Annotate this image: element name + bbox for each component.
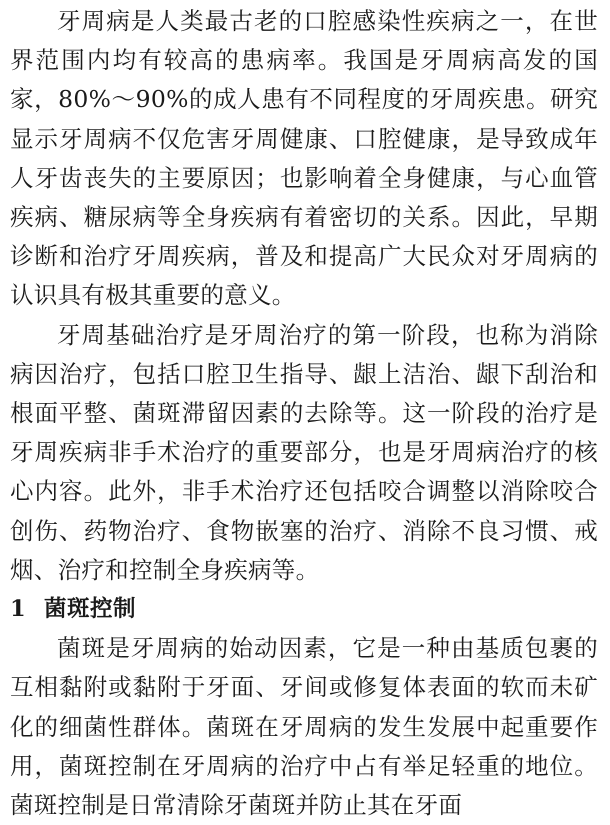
paragraph-plaque: 菌斑是牙周病的始动因素，它是一种由基质包裹的互相黏附或黏附于牙面、牙间或修复体表面的软而未矿化的细菌性群体。菌斑在牙周病的发生发展中起重要作用，菌斑控制在牙周病的治疗中占有举足轻重的地位。菌斑控制是日常清除牙菌斑并防止其在牙面 bbox=[10, 634, 598, 820]
paragraph-intro: 牙周病是人类最古老的口腔感染性疾病之一，在世界范围内均有较高的患病率。我国是牙周病高发的国家，80%～90%的成人患有不同程度的牙周疾患。研究显示牙周病不仅危害牙周健康、口腔健康，是导致成年人牙齿丧失的主要原因；也影响着全身健康，与心血管疾病、糖尿病等全身疾病有着密切的关系。因此，早期诊断和治疗牙周疾病，普及和提高广大民众对牙周病的认识具有极其重要的意义。 bbox=[10, 7, 598, 310]
section-heading bbox=[10, 590, 598, 629]
section-number: 1 bbox=[10, 596, 27, 623]
paragraph-basic-treatment: 牙周基础治疗是牙周治疗的第一阶段，也称为消除病因治疗，包括口腔卫生指导、龈上洁治、龈下刮治和根面平整、菌斑滞留因素的去除等。这一阶段的治疗是牙周疾病非手术治疗的重要部分，也是牙周病治疗的核心内容。此外，非手术治疗还包括咬合调整以消除咬合创伤、药物治疗、食物嵌塞的治疗、消除不良习惯、戒烟、治疗和控制全身疾病等。 bbox=[10, 320, 598, 584]
section-title: 菌斑控制 bbox=[44, 596, 137, 623]
